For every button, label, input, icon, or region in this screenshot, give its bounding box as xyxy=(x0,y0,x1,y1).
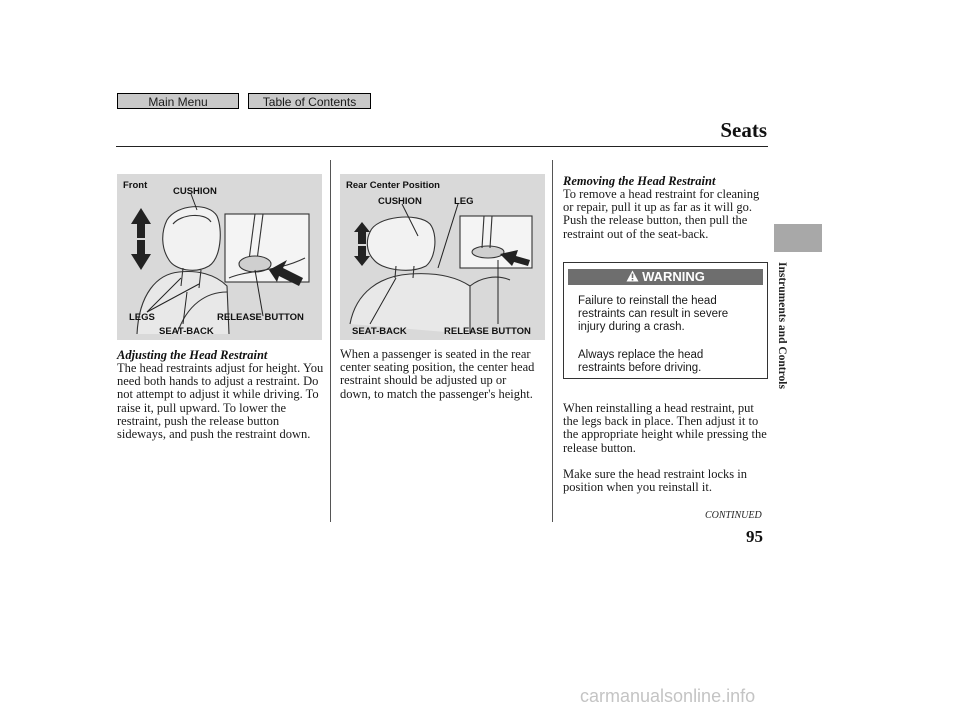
main-menu-button[interactable]: Main Menu xyxy=(117,93,239,109)
page-number: 95 xyxy=(746,527,763,546)
front-label-legs: LEGS xyxy=(129,312,155,323)
warning-text-1: Failure to reinstall the head restraints can result in severe injury during a crash. xyxy=(578,295,729,333)
watermark: carmanualsonline.info xyxy=(580,686,756,706)
warning-triangle-icon xyxy=(626,270,639,282)
rear-label-cushion: CUSHION xyxy=(378,196,422,207)
adjusting-paragraph: The head restraints adjust for height. You need both hands to adjust a restraint. Do not attempt to adjust it while driving. To raise it, pull upward. To lower the restraint, push the release button sideways, and push the restraint down. xyxy=(117,361,324,442)
rear-label-release-button: RELEASE BUTTON xyxy=(444,326,531,337)
column-divider-right xyxy=(552,160,553,522)
front-label-seat-back: SEAT-BACK xyxy=(159,326,214,337)
header-rule xyxy=(116,146,768,147)
warning-banner: WARNING xyxy=(568,269,763,285)
figure-front-head-restraint xyxy=(117,174,322,340)
rear-figure-caption: Rear Center Position xyxy=(346,180,440,191)
figure-rear-center-head-restraint xyxy=(340,174,545,340)
rear-label-leg: LEG xyxy=(454,196,474,207)
warning-text-2: Always replace the head restraints before driving. xyxy=(578,349,704,374)
reinstall-paragraph-1: When reinstalling a head restraint, put the legs back in place. Then adjust it to the appropriate height while pressing the release button. xyxy=(563,401,767,455)
rear-head-restraint-illustration xyxy=(340,174,545,340)
front-label-cushion: CUSHION xyxy=(173,186,217,197)
adjusting-heading: Adjusting the Head Restraint xyxy=(117,348,268,362)
table-of-contents-button[interactable]: Table of Contents xyxy=(248,93,371,109)
reinstall-paragraph-2: Make sure the head restraint locks in position when you reinstall it. xyxy=(563,467,747,495)
rear-label-seat-back: SEAT-BACK xyxy=(352,326,407,337)
removing-heading: Removing the Head Restraint xyxy=(563,174,716,188)
removing-paragraph: To remove a head restraint for cleaning or repair, pull it up as far as it will go. Push the release button, then pull the restraint out of the seat-back. xyxy=(563,187,760,241)
continued-label: CONTINUED xyxy=(705,510,762,521)
front-figure-caption: Front xyxy=(123,180,148,191)
column-divider-left xyxy=(330,160,331,522)
front-label-release-button: RELEASE BUTTON xyxy=(217,312,304,323)
side-section-label: Instruments and Controls xyxy=(776,262,788,389)
page-title: Seats xyxy=(720,118,767,142)
section-tab-marker xyxy=(774,224,822,252)
rear-center-paragraph: When a passenger is seated in the rear center seating position, the center head restraint should be adjusted up or down, to match the passenger's height. xyxy=(340,347,535,401)
warning-box xyxy=(563,262,768,379)
